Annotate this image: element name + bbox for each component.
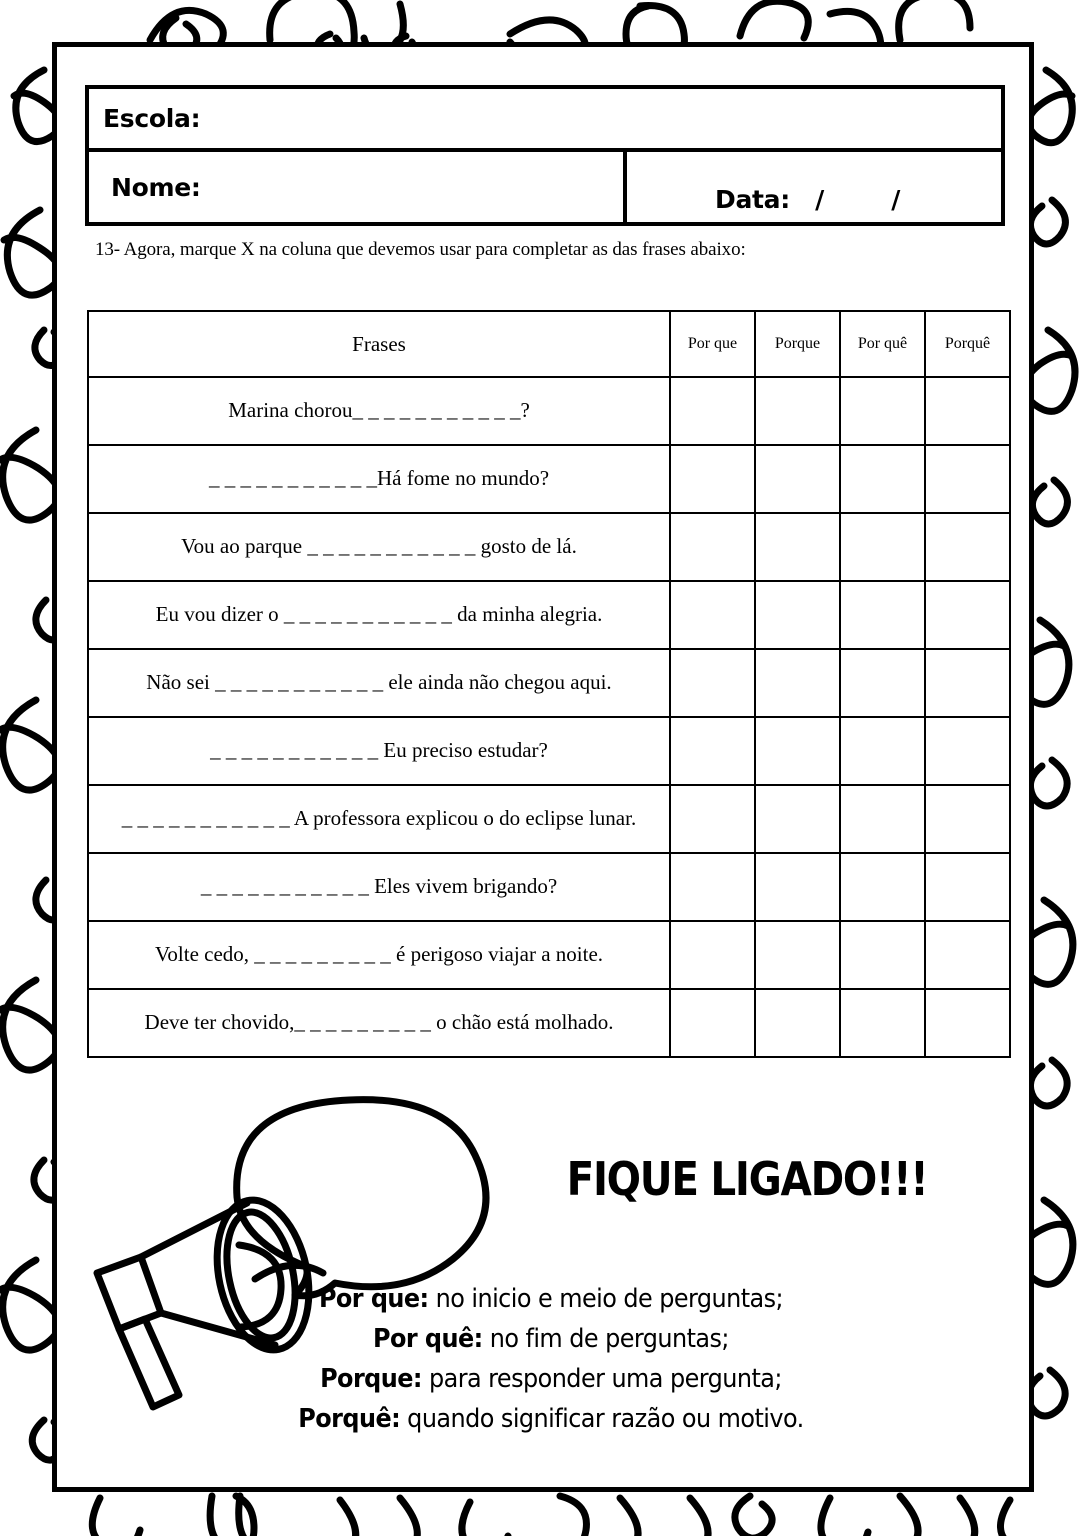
- frase-text: Eu vou dizer o _ _ _ _ _ _ _ _ _ _ _ da minha alegria.: [155, 602, 603, 627]
- worksheet-frame: [52, 42, 1034, 1492]
- mark-cell-porque[interactable]: [755, 717, 840, 785]
- mark-cell-por-que-circumflex[interactable]: [840, 377, 925, 445]
- column-header-frases: Frases: [88, 311, 670, 377]
- tip-line: [130, 1319, 973, 1359]
- frase-cell: [88, 513, 670, 581]
- table-header-row: [88, 311, 1010, 377]
- column-header-porque-circumflex: Porquê: [925, 311, 1010, 377]
- column-header-porque: Porque: [755, 311, 840, 377]
- mark-cell-por-que[interactable]: [670, 717, 755, 785]
- mark-cell-por-que-circumflex[interactable]: [840, 989, 925, 1057]
- mark-cell-porque-circumflex[interactable]: [925, 581, 1010, 649]
- table-row: [88, 853, 1010, 921]
- nome-data-row: [89, 152, 1001, 222]
- tip-heading: FIQUE LIGADO!!!: [566, 1152, 928, 1206]
- mark-cell-porque[interactable]: [755, 513, 840, 581]
- tip-definition: no inicio e meio de perguntas;: [428, 1284, 784, 1314]
- mark-cell-por-que-circumflex[interactable]: [840, 581, 925, 649]
- mark-cell-porque-circumflex[interactable]: [925, 717, 1010, 785]
- mark-cell-por-que-circumflex[interactable]: [840, 921, 925, 989]
- mark-cell-porque-circumflex[interactable]: [925, 649, 1010, 717]
- mark-cell-porque[interactable]: [755, 853, 840, 921]
- frase-cell: [88, 853, 670, 921]
- table-row: [88, 785, 1010, 853]
- mark-cell-porque[interactable]: [755, 377, 840, 445]
- column-header-por-que: Por que: [670, 311, 755, 377]
- table-row: [88, 989, 1010, 1057]
- mark-cell-por-que[interactable]: [670, 649, 755, 717]
- frase-text: _ _ _ _ _ _ _ _ _ _ _ Eles vivem brigando?: [200, 874, 558, 899]
- escola-field[interactable]: [89, 89, 1001, 148]
- mark-cell-por-que[interactable]: [670, 989, 755, 1057]
- mark-cell-porque[interactable]: [755, 921, 840, 989]
- table-head: [88, 311, 1010, 377]
- frase-cell: [88, 921, 670, 989]
- frase-cell: [88, 649, 670, 717]
- mark-cell-porque[interactable]: [755, 989, 840, 1057]
- mark-cell-por-que-circumflex[interactable]: [840, 717, 925, 785]
- mark-cell-porque-circumflex[interactable]: [925, 853, 1010, 921]
- escola-row: [89, 89, 1001, 152]
- frase-text: _ _ _ _ _ _ _ _ _ _ _ A professora explicou o do eclipse lunar.: [121, 806, 637, 831]
- tip-term: Porquê:: [298, 1404, 401, 1434]
- mark-cell-por-que-circumflex[interactable]: [840, 853, 925, 921]
- table-row: [88, 445, 1010, 513]
- tip-line: [130, 1399, 973, 1439]
- tip-term: Por quê:: [373, 1324, 483, 1354]
- identification-box: [85, 85, 1005, 226]
- column-header-por-que-circumflex: Por quê: [840, 311, 925, 377]
- tip-line: [130, 1279, 973, 1319]
- mark-cell-porque-circumflex[interactable]: [925, 377, 1010, 445]
- data-label: Data: / /: [715, 185, 901, 214]
- table-body: [88, 377, 1010, 1057]
- nome-label: Nome:: [111, 172, 201, 202]
- mark-cell-por-que-circumflex[interactable]: [840, 785, 925, 853]
- table-row: [88, 377, 1010, 445]
- data-field[interactable]: [627, 152, 1001, 222]
- mark-cell-porque-circumflex[interactable]: [925, 513, 1010, 581]
- frase-cell: [88, 989, 670, 1057]
- frase-text: Marina chorou_ _ _ _ _ _ _ _ _ _ _?: [228, 398, 530, 423]
- frase-text: Deve ter chovido,_ _ _ _ _ _ _ _ _ o chão está molhado.: [144, 1010, 614, 1035]
- nome-field[interactable]: [89, 152, 627, 222]
- mark-cell-por-que[interactable]: [670, 921, 755, 989]
- frase-text: Vou ao parque _ _ _ _ _ _ _ _ _ _ _ gosto de lá.: [181, 534, 577, 559]
- frase-cell: [88, 717, 670, 785]
- frase-cell: [88, 445, 670, 513]
- mark-cell-porque-circumflex[interactable]: [925, 445, 1010, 513]
- mark-cell-porque[interactable]: [755, 445, 840, 513]
- frase-text: Não sei _ _ _ _ _ _ _ _ _ _ _ ele ainda não chegou aqui.: [146, 670, 612, 695]
- table-row: [88, 649, 1010, 717]
- tip-line: [130, 1359, 973, 1399]
- frase-text: _ _ _ _ _ _ _ _ _ _ _Há fome no mundo?: [208, 466, 550, 491]
- mark-cell-porque-circumflex[interactable]: [925, 785, 1010, 853]
- mark-cell-por-que[interactable]: [670, 785, 755, 853]
- frase-text: _ _ _ _ _ _ _ _ _ _ _ Eu preciso estudar?: [210, 738, 548, 763]
- mark-cell-por-que[interactable]: [670, 853, 755, 921]
- mark-cell-porque-circumflex[interactable]: [925, 921, 1010, 989]
- tip-definition: no fim de perguntas;: [482, 1324, 729, 1354]
- mark-cell-por-que-circumflex[interactable]: [840, 649, 925, 717]
- frases-table: [87, 310, 1011, 1058]
- mark-cell-por-que[interactable]: [670, 581, 755, 649]
- tip-lines: [93, 1279, 1009, 1439]
- mark-cell-por-que-circumflex[interactable]: [840, 445, 925, 513]
- tip-term: Porque:: [320, 1364, 422, 1394]
- mark-cell-porque[interactable]: [755, 581, 840, 649]
- table-row: [88, 717, 1010, 785]
- mark-cell-porque[interactable]: [755, 649, 840, 717]
- mark-cell-porque[interactable]: [755, 785, 840, 853]
- tip-definition: para responder uma pergunta;: [421, 1364, 782, 1394]
- frase-cell: [88, 785, 670, 853]
- tip-term: Por que:: [318, 1284, 429, 1314]
- mark-cell-por-que[interactable]: [670, 377, 755, 445]
- tip-definition: quando significar razão ou motivo.: [400, 1404, 804, 1434]
- table-row: [88, 921, 1010, 989]
- table-row: [88, 581, 1010, 649]
- instruction-text: 13- Agora, marque X na coluna que devemos usar para completar as das frases abaixo:: [95, 239, 746, 260]
- frase-text: Volte cedo, _ _ _ _ _ _ _ _ _ é perigoso viajar a noite.: [154, 942, 604, 967]
- mark-cell-por-que[interactable]: [670, 513, 755, 581]
- escola-label: Escola:: [103, 104, 201, 133]
- frase-cell: [88, 377, 670, 445]
- mark-cell-porque-circumflex[interactable]: [925, 989, 1010, 1057]
- mark-cell-por-que[interactable]: [670, 445, 755, 513]
- mark-cell-por-que-circumflex[interactable]: [840, 513, 925, 581]
- table-row: [88, 513, 1010, 581]
- frase-cell: [88, 581, 670, 649]
